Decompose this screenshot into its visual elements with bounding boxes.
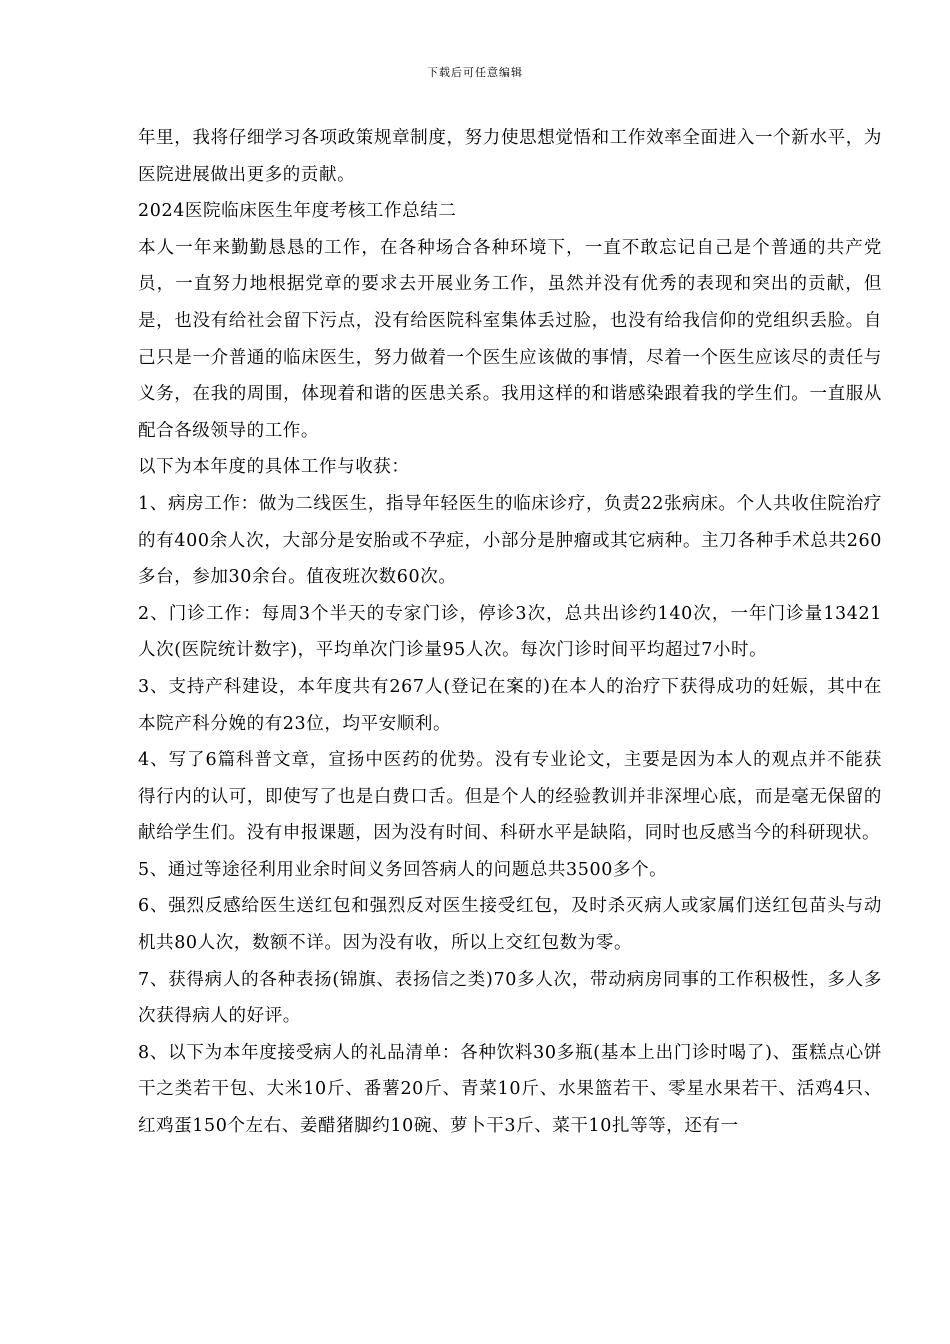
page-header: 下载后可任意编辑 [427, 66, 523, 79]
list-item-ward-work: 1、病房工作：做为二线医生，指导年轻医生的临床诊疗，负责22张病床。个人共收住院治疗的有400余人次，大部分是安胎或不孕症，小部分是肿瘤或其它病种。主刀各种手术总共260多台，参加30余台。值夜班次数60次。 [138, 493, 882, 588]
paragraph-intro: 本人一年来勤勤恳恳的工作，在各种场合各种环境下，一直不敢忘记自己是个普通的共产党员，一直努力地根据党章的要求去开展业务工作，虽然并没有优秀的表现和突出的贡献，但是，也没有给社会留下污点，没有给医院科室集体丢过脸，也没有给我信仰的党组织丢脸。自己只是一介普通的临床医生，努力做着一个医生应该做的事情，尽着一个医生应该尽的责任与义务，在我的周围，体现着和谐的医患关系。我用这样的和谐感染跟着我的学生们。一直服从配合各级领导的工作。 [138, 237, 882, 441]
list-item-obstetrics-support: 3、支持产科建设，本年度共有267人(登记在案的)在本人的治疗下获得成功的妊娠，其中在本院产科分娩的有23位，均平安顺利。 [138, 676, 882, 734]
list-item-answers: 5、通过等途径利用业余时间义务回答病人的问题总共3500多个。 [138, 859, 668, 880]
paragraph-continuation: 年里，我将仔细学习各项政策规章制度，努力使思想觉悟和工作效率全面进入一个新水平，为医院进展做出更多的贡献。 [138, 128, 882, 185]
list-item-gifts: 8、以下为本年度接受病人的礼品清单：各种饮料30多瓶(基本上出门诊时喝了)、蛋糕点心饼干之类若干包、大米10斤、番薯20斤、青菜10斤、水果篮若干、零星水果若干、活鸡4只、红鸡蛋150个左右、姜醋猪脚约10碗、萝卜干3斤、菜干10扎等等，还有一 [138, 1042, 882, 1137]
paragraph-lead: 以下为本年度的具体工作与收获： [138, 457, 410, 478]
list-item-red-envelopes: 6、强烈反感给医生送红包和强烈反对医生接受红包，及时杀灭病人或家属们送红包苗头与动机共80人次，数额不详。因为没有收，所以上交红包数为零。 [138, 896, 882, 954]
list-item-outpatient-work: 2、门诊工作：每周3个半天的专家门诊，停诊3次，总共出诊约140次，一年门诊量13421人次(医院统计数字)，平均单次门诊量95人次。每次门诊时间平均超过7小时。 [138, 603, 882, 661]
section-title: 2024医院临床医生年度考核工作总结二 [138, 201, 457, 222]
list-item-praise: 7、获得病人的各种表扬(锦旗、表扬信之类)70多人次，带动病房同事的工作积极性，多人多次获得病人的好评。 [138, 969, 882, 1027]
document-body [138, 120, 882, 1145]
list-item-articles: 4、写了6篇科普文章，宣扬中医药的优势。没有专业论文，主要是因为本人的观点并不能获得行内的认可，即使写了也是白费口舌。但是个人的经验教训并非深埋心底，而是毫无保留的献给学生们。没有申报课题，因为没有时间、科研水平是缺陷，同时也反感当今的科研现状。 [138, 750, 882, 844]
